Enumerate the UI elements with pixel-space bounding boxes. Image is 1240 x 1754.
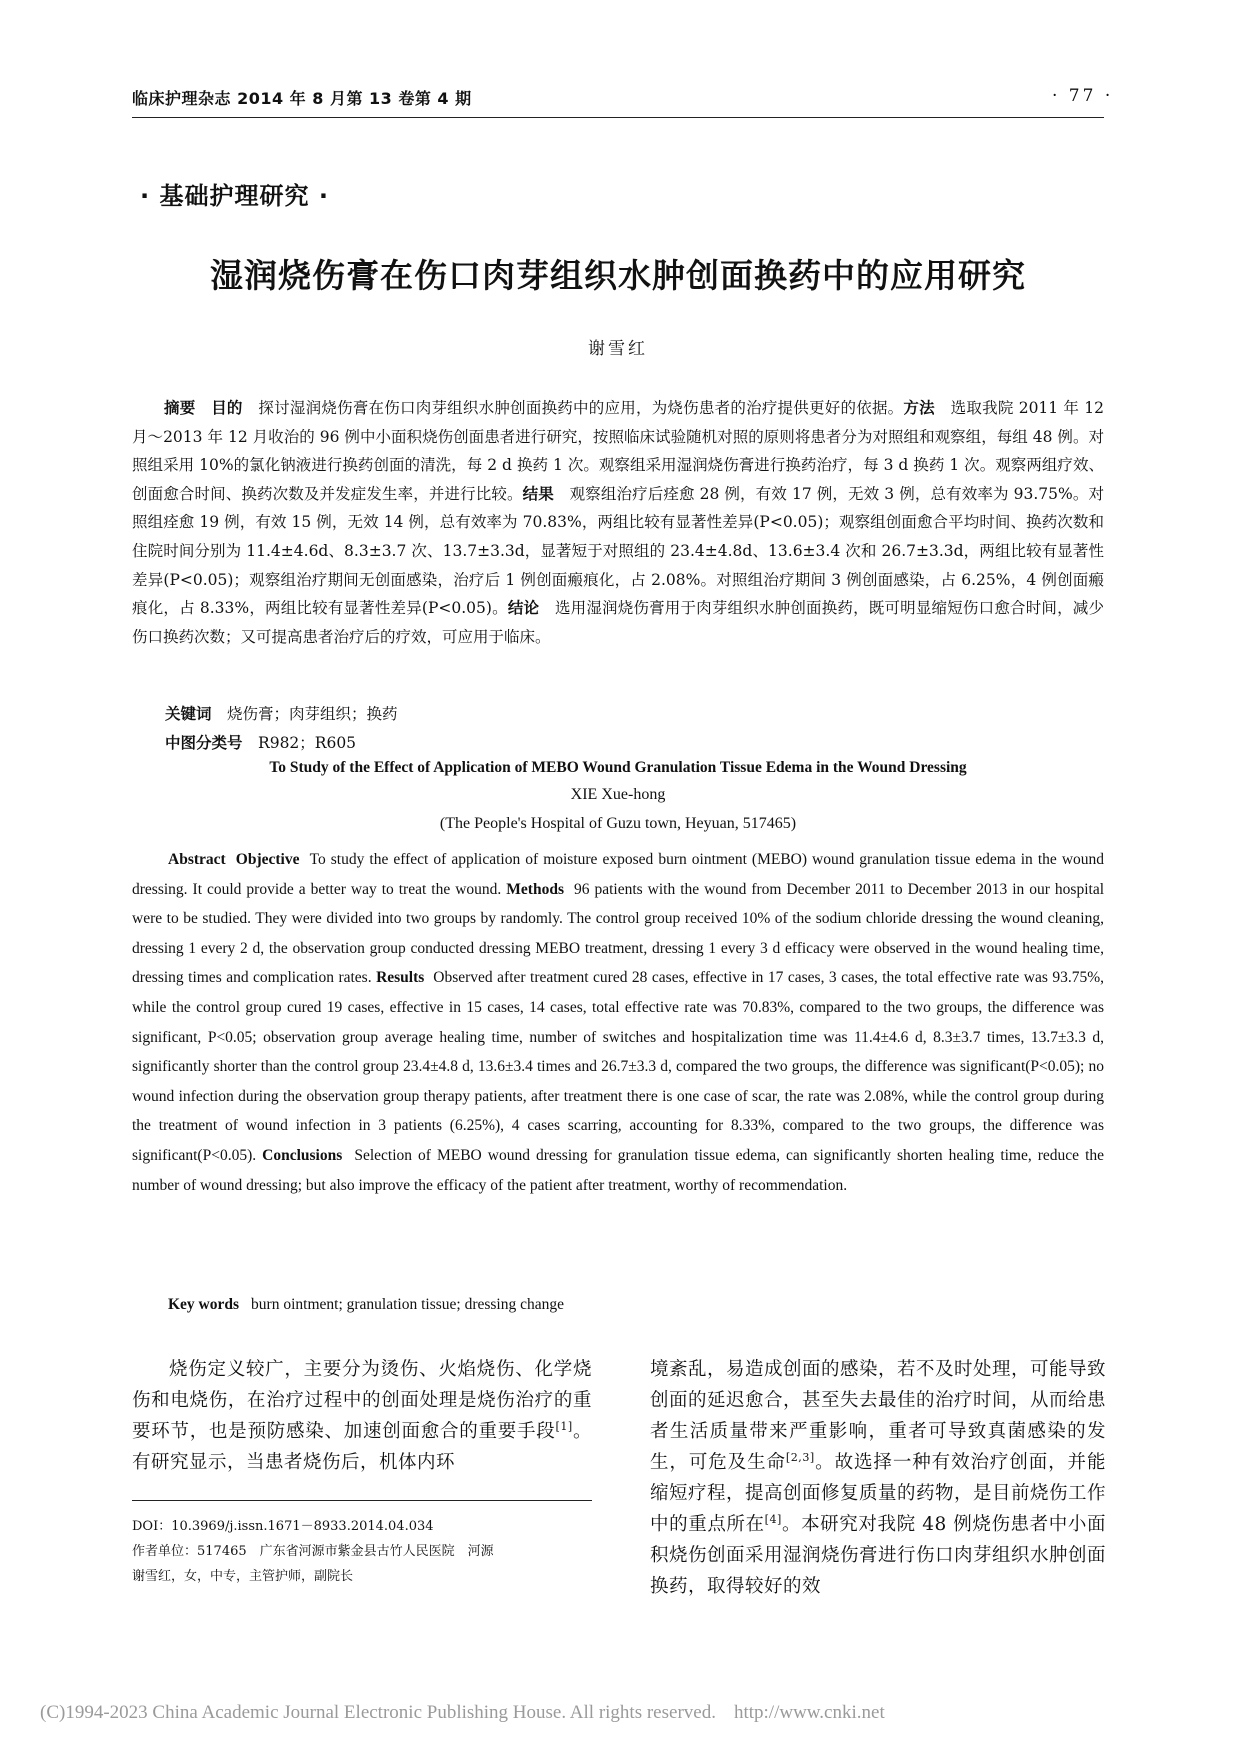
en-results-text: Observed after treatment cured 28 cases, effective in 17 cases, 3 cases, the total effective rate was 93.75%, while the control group cured 19 cases, effective in 15 cases, 14 cases, total effective rate was 70.83%, compared to the two groups, the difference was significant, P<0.05; observation group average healing time, number of switches and hospitalization time was 11.4±4.6 d, 8.3±3.7 times, 13.7±3.3 d, significantly shorter than the control group 23.4±4.8 d, 13.6±3.4 times and 26.7±3.3 d, compared the two groups, the difference was significant(P<0.05); no wound infection during the observation group therapy patients, after treatment there is one case of scar, the rate was 2.08%, while the control group during the treatment of wound infection in 3 patients (6.25%), 4 cases scarring, accounting for 8.33%, compared to the two groups, the difference was significant(P<0.05). xyxy=(132,969,1105,1164)
cnki-url: http://www.cnki.net xyxy=(733,1702,885,1723)
header-rule xyxy=(132,117,1104,118)
body-right-text: 境紊乱，易造成创面的感染，若不及时处理，可能导致创面的延迟愈合，甚至失去最佳的治疗时间，从而给患者生活质量带来严重影响，重者可导致真菌感染的发生，可危及生命 xyxy=(650,1359,1107,1473)
objective-text: 探讨湿润烧伤膏在伤口肉芽组织水肿创面换药中的应用，为烧伤患者的治疗提供更好的依据。 xyxy=(258,399,904,417)
keywords-cn-label: 关键词 xyxy=(165,705,212,723)
author-name: 谢雪红 xyxy=(588,339,648,359)
body-right-text-cont: 。故选择一种有效治疗创面，并能缩短疗程，提高创面修复质量的药物，是目前烧伤工作中的重点所在 xyxy=(650,1452,1107,1535)
results-label: 结果 xyxy=(522,484,554,503)
footnotes xyxy=(132,1514,602,1589)
en-conclusions-text: Selection of MEBO wound dressing for granulation tissue edema, can significantly shorten healing time, reduce the number of wound dressing; but also improve the efficacy of the patient after treatment, worthy of recommendation. xyxy=(132,1146,1105,1194)
footnote-rule xyxy=(132,1500,592,1501)
en-keywords-label: Key words xyxy=(168,1296,240,1313)
section-heading: · 基础护理研究 · xyxy=(140,182,329,210)
english-author: XIE Xue-hong xyxy=(570,786,666,803)
doi-line: DOI：10.3969/j.issn.1671－8933.2014.04.034 xyxy=(132,1519,434,1534)
english-title: To Study of the Effect of Application of MEBO Wound Granulation Tissue Edema in the Wound Dressing xyxy=(269,759,967,776)
citation-ref: [1] xyxy=(555,1419,573,1433)
body-right-text-end: 。本研究对我院 48 例烧伤患者中小面积烧伤创面采用湿润烧伤膏进行伤口肉芽组织水肿创面换药，取得较好的效 xyxy=(650,1514,1107,1597)
en-keywords-text: burn ointment; granulation tissue; dressing change xyxy=(251,1296,564,1313)
chinese-abstract xyxy=(132,394,1104,651)
objective-label: 目的 xyxy=(211,399,243,417)
english-keywords xyxy=(168,1296,564,1314)
en-methods-label: Methods xyxy=(506,880,564,898)
body-column-right xyxy=(650,1354,1106,1602)
en-abstract-label: Abstract xyxy=(168,851,226,868)
english-abstract xyxy=(132,845,1104,1200)
conclusion-text: 选用湿润烧伤膏用于肉芽组织水肿创面换药，既可明显缩短伤口愈合时间，减少伤口换药次数；又可提高患者治疗后的疗效，可应用于临床。 xyxy=(132,599,1104,646)
conclusion-label: 结论 xyxy=(507,599,540,618)
clc-label: 中图分类号 xyxy=(165,734,243,752)
body-column-left xyxy=(132,1354,592,1478)
article-title: 湿润烧伤膏在伤口肉芽组织水肿创面换药中的应用研究 xyxy=(210,256,1026,295)
body-left-text-cont: 。有研究显示，当患者烧伤后，机体内环 xyxy=(132,1421,592,1473)
clc-number xyxy=(165,731,356,753)
keywords-cn xyxy=(165,702,398,724)
clc-text: R982；R605 xyxy=(258,734,357,752)
citation-ref: [2,3] xyxy=(785,1450,815,1464)
citation-ref: [4] xyxy=(764,1512,782,1526)
english-affiliation: (The People's Hospital of Guzu town, Heyuan, 517465) xyxy=(439,815,797,832)
en-objective-text: To study the effect of application of moisture exposed burn ointment (MEBO) wound granulation tissue edema in the wound dressing. It could provide a better way to treat the wound. xyxy=(132,851,1105,898)
en-conclusions-label: Conclusions xyxy=(262,1146,343,1164)
author-bio-line: 谢雪红，女，中专，主管护师，副院长 xyxy=(132,1569,354,1584)
journal-header: 临床护理杂志 2014 年 8 月第 13 卷第 4 期 xyxy=(132,89,472,108)
copyright-text: (C)1994-2023 China Academic Journal Electronic Publishing House. All rights reserved. xyxy=(40,1702,716,1723)
page-number: · 77 · xyxy=(1052,86,1114,106)
body-left-text: 烧伤定义较广，主要分为烫伤、火焰烧伤、化学烧伤和电烧伤，在治疗过程中的创面处理是烧伤治疗的重要环节，也是预防感染、加速创面愈合的重要手段 xyxy=(132,1359,592,1442)
en-results-label: Results xyxy=(376,969,425,987)
en-methods-text: 96 patients with the wound from December 2011 to December 2013 in our hospital were to be studied. They were divided into two groups by randomly. The control group received 10% of the sodium chloride dressing the wound cleaning, dressing 1 every 2 d, the observation group conducted dressing MEBO treatment, dressing 1 every 3 d efficacy were observed in the wound healing time, dressing times and complication rates. xyxy=(132,880,1105,987)
copyright-watermark xyxy=(40,1702,1200,1724)
methods-label: 方法 xyxy=(903,399,935,417)
author-unit-line: 作者单位：517465 广东省河源市紫金县古竹人民医院 河源 xyxy=(132,1544,494,1559)
en-objective-label: Objective xyxy=(235,851,300,868)
keywords-cn-text: 烧伤膏；肉芽组织；换药 xyxy=(227,705,398,723)
abstract-label: 摘要 xyxy=(164,399,196,417)
methods-text: 选取我院 2011 年 12 月～2013 年 12 月收治的 96 例中小面积烧伤创面患者进行研究，按照临床试验随机对照的原则将患者分为对照组和观察组，每组 48 例。对照组采用 10%的氯化钠液进行换药创面的清洗，每 2 d 换药 1 次。观察组采用湿润烧伤膏进行换药治疗，每 3 d 换药 1 次。观察两组疗效、创面愈合时间、换药次数及并发症发生率，并进行比较。 xyxy=(132,399,1104,503)
results-text: 观察组治疗后痊愈 28 例，有效 17 例，无效 3 例，总有效率为 93.75%。对照组痊愈 19 例，有效 15 例，无效 14 例，总有效率为 70.83%，两组比较有显著性差异(P<0.05)；观察组创面愈合平均时间、换药次数和住院时间分别为 11.4±4.6d、8.3±3.7 次、13.7±3.3d，显著短于对照组的 23.4±4.8d、13.6±3.4 次和 26.7±3.3d，两组比较有显著性差异(P<0.05)；观察组治疗期间无创面感染，治疗后 1 例创面瘢痕化，占 2.08%。对照组治疗期间 3 例创面感染，占 6.25%，4 例创面瘢痕化，占 8.33%，两组比较有显著性差异(P<0.05)。 xyxy=(132,484,1104,618)
